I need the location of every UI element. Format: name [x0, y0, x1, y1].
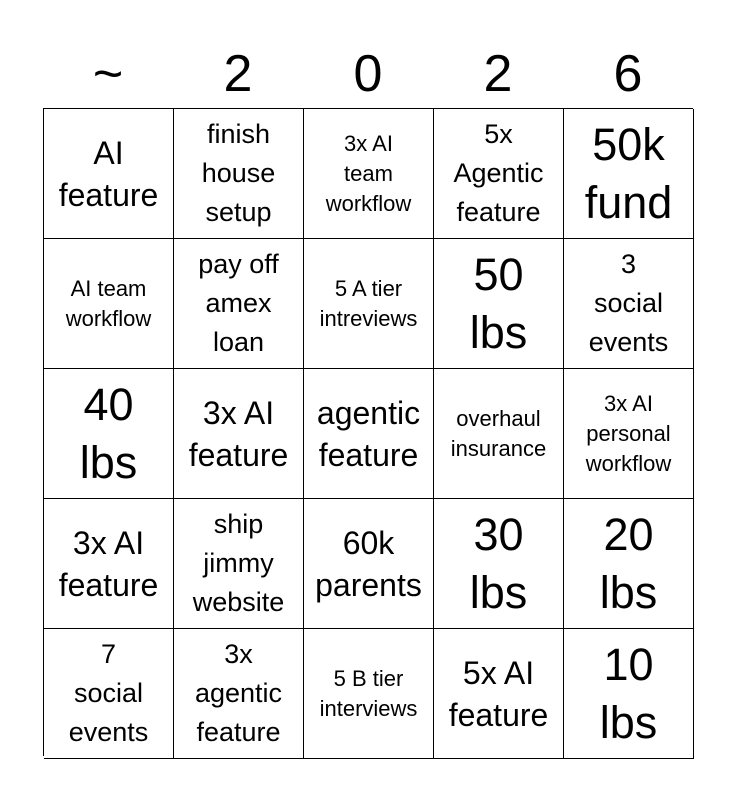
- header-letter-1: ~: [92, 45, 124, 103]
- bingo-cell[interactable]: 3x AI feature: [44, 499, 174, 629]
- bingo-cell[interactable]: pay off amex loan: [174, 239, 304, 369]
- bingo-cell[interactable]: 5x Agentic feature: [434, 109, 564, 239]
- header-letter-3: 0: [353, 45, 383, 103]
- bingo-header: [43, 40, 693, 108]
- bingo-cell[interactable]: 3x AI personal workflow: [564, 369, 694, 499]
- bingo-cell[interactable]: agentic feature: [304, 369, 434, 499]
- bingo-cell[interactable]: 3x agentic feature: [174, 629, 304, 759]
- bingo-cell[interactable]: 7 social events: [44, 629, 174, 759]
- bingo-cell[interactable]: AI feature: [44, 109, 174, 239]
- bingo-cell[interactable]: 3x AI feature: [174, 369, 304, 499]
- bingo-cell[interactable]: 40 lbs: [44, 369, 174, 499]
- bingo-cell[interactable]: finish house setup: [174, 109, 304, 239]
- bingo-cell[interactable]: 10 lbs: [564, 629, 694, 759]
- bingo-cell[interactable]: 60k parents: [304, 499, 434, 629]
- header-letter-5: 6: [613, 45, 643, 103]
- header-letter-2: 2: [223, 45, 253, 103]
- bingo-cell[interactable]: 5 B tier interviews: [304, 629, 434, 759]
- bingo-cell[interactable]: 50 lbs: [434, 239, 564, 369]
- bingo-cell[interactable]: 5 A tier intreviews: [304, 239, 434, 369]
- bingo-grid: [43, 108, 693, 756]
- bingo-cell[interactable]: 50k fund: [564, 109, 694, 239]
- bingo-cell[interactable]: 3 social events: [564, 239, 694, 369]
- header-letter-4: 2: [483, 45, 513, 103]
- bingo-cell[interactable]: 20 lbs: [564, 499, 694, 629]
- bingo-cell[interactable]: 5x AI feature: [434, 629, 564, 759]
- bingo-cell[interactable]: ship jimmy website: [174, 499, 304, 629]
- bingo-cell[interactable]: overhaul insurance: [434, 369, 564, 499]
- bingo-cell[interactable]: 30 lbs: [434, 499, 564, 629]
- bingo-cell[interactable]: 3x AI team workflow: [304, 109, 434, 239]
- bingo-cell[interactable]: AI team workflow: [44, 239, 174, 369]
